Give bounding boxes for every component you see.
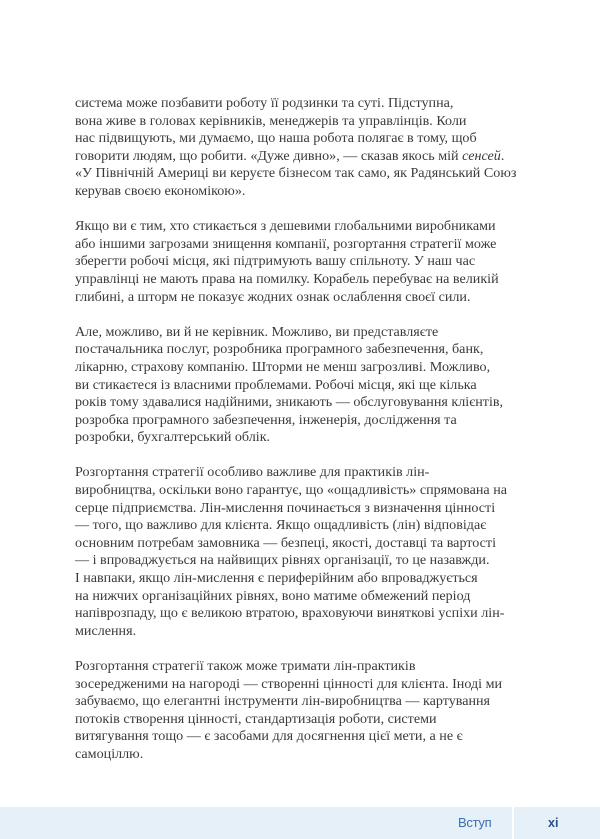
text-line: ви стикаєтеся із власними проблемами. Робочі місця, які ще кілька: [75, 376, 477, 393]
text-line: Якщо ви є тим, хто стикається з дешевими глобальними виробниками: [75, 218, 496, 235]
text-line: потоків створення цінності, стандартизація роботи, системи: [75, 710, 437, 727]
text-line: Розгортання стратегії також може тримати лін-практиків: [75, 658, 416, 674]
footer-page-number: xi: [548, 816, 559, 830]
page-footer-bar: [0, 807, 600, 839]
text-line: зберегти робочі місця, які підтримують вашу спільноту. У наш час: [75, 253, 476, 270]
text-line: серце підприємства. Лін-мислення починається з визначення цінності: [75, 499, 496, 516]
text-line: система може позбавити роботу її родзинки та суті. Підступна,: [75, 95, 454, 111]
text-line: вона живе в головах керівників, менеджерів та управлінців. Коли: [75, 112, 467, 129]
text-line: нас підвищують, ми думаємо, що наша робота полягає в тому, щоб: [75, 130, 477, 147]
text-line: самоціллю.: [75, 745, 144, 762]
italic-term: сенсей: [462, 147, 501, 164]
text-line: забуваємо, що елегантні інструменти лін-виробництва — картування: [75, 693, 491, 710]
paragraph-2: [75, 218, 545, 306]
text-line: «У Північній Америці ви керуєте бізнесом так само, як Радянський Союз: [75, 165, 517, 182]
text-line: на нижчих організаційних рівнях, воно матиме обмежений період: [75, 587, 471, 604]
text-line: Але, можливо, ви й не керівник. Можливо, ви представляєте: [75, 323, 439, 340]
text-line: говорити людям, що робити. «Дуже дивно», — сказав якось мій сенсей.: [75, 147, 505, 164]
paragraph-1: [75, 95, 545, 201]
text-line: керував своєю економікою».: [75, 182, 246, 199]
paragraph-3: [75, 324, 545, 447]
text-line: розробка програмного забезпечення, інженерія, дослідження та: [75, 411, 457, 428]
text-line: напіврозпаду, що є великою втратою, враховуючи виняткові успіхи лін-: [75, 605, 505, 622]
text-line: лікарню, страхову компанію. Шторми не менш загрозливі. Можливо,: [75, 358, 491, 375]
text-line: або іншими загрозами знищення компанії, розгортання стратегії може: [75, 235, 497, 252]
text-line: витягування тощо — є засобами для досягнення цієї мети, а не є: [75, 728, 463, 745]
text-line: виробництва, оскільки воно гарантує, що «ощадливість» спрямована на: [75, 482, 508, 499]
text-line: І навпаки, якщо лін-мислення є периферійним або впроваджується: [75, 570, 478, 587]
text-line: — того, що важливо для клієнта. Якщо ощадливість (лін) відповідає: [75, 517, 487, 534]
page-body: [75, 95, 545, 781]
footer-chapter-title: Вступ: [458, 815, 492, 830]
text-line: років тому здавалися надійними, зникають — обслуговування клієнтів,: [75, 394, 504, 411]
footer-divider: [512, 807, 514, 839]
text-line: зосередженими на нагороді — створенні цінності для клієнта. Іноді ми: [75, 675, 503, 692]
paragraph-4: [75, 464, 545, 640]
paragraph-5: [75, 658, 545, 764]
text-line: управлінці не мають права на помилку. Корабель перебуває на великій: [75, 270, 499, 287]
text-line: постачальника послуг, розробника програмного забезпечення, банк,: [75, 341, 484, 358]
text-line: — і впроваджується на найвищих рівнях організації, то це назавжди.: [75, 552, 490, 569]
text-line: мислення.: [75, 622, 137, 639]
text-line: глибині, а шторм не показує жодних ознак ослаблення своєї сили.: [75, 288, 471, 305]
text-line: основним потребам замовника — безпеці, якості, доставці та вартості: [75, 534, 497, 551]
text-line: Розгортання стратегії особливо важливе для практиків лін-: [75, 464, 430, 481]
text-line: розробки, бухгалтерський облік.: [75, 429, 271, 446]
